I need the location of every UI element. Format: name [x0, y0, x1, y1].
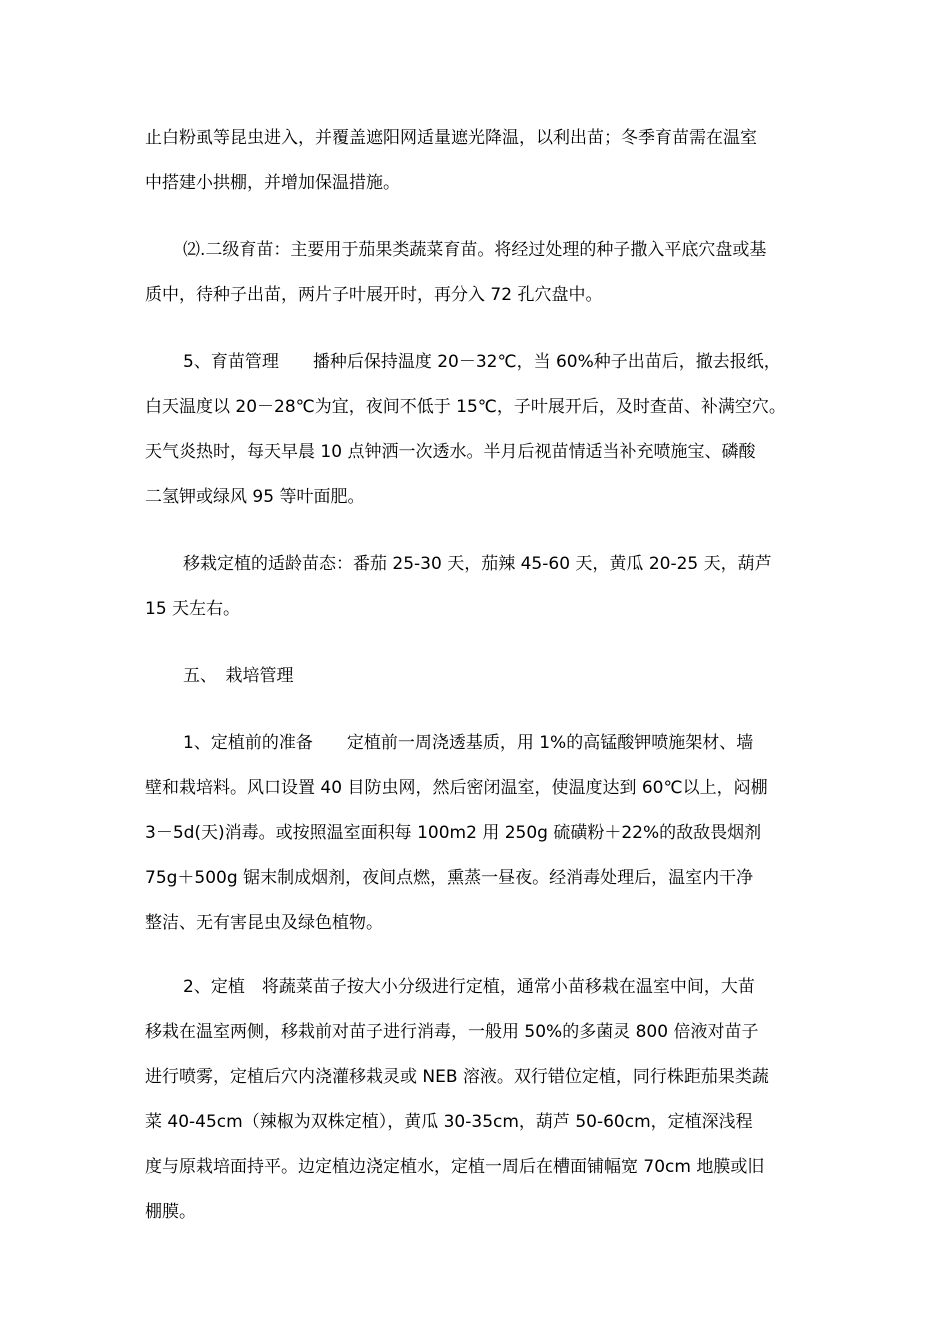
paragraph-line: 度与原栽培面持平。边定植边浇定植水，定植一周后在槽面铺幅宽 70cm 地膜或旧: [145, 1157, 765, 1177]
paragraph-line: 质中，待种子出苗，两片子叶展开时，再分入 72 孔穴盘中。: [145, 285, 603, 305]
paragraph-line: 移栽定植的适龄苗态：番茄 25-30 天，茄辣 45-60 天，黄瓜 20-25 天，葫芦: [183, 554, 772, 574]
paragraph-line: 中搭建小拱棚，并增加保温措施。: [145, 173, 400, 193]
paragraph-line: ⑵.二级育苗：主要用于茄果类蔬菜育苗。将经过处理的种子撒入平底穴盘或基: [183, 240, 767, 260]
section-heading: 五、 栽培管理: [183, 666, 294, 686]
paragraph-line: 75g＋500g 锯末制成烟剂，夜间点燃，熏蒸一昼夜。经消毒处理后，温室内干净: [145, 868, 754, 888]
paragraph-line: 移栽在温室两侧，移栽前对苗子进行消毒，一般用 50%的多菌灵 800 倍液对苗子: [145, 1022, 759, 1042]
paragraph-line: 2、定植 将蔬菜苗子按大小分级进行定植，通常小苗移栽在温室中间，大苗: [183, 977, 755, 997]
paragraph-line: 15 天左右。: [145, 599, 241, 619]
paragraph-line: 3－5d(天)消毒。或按照温室面积每 100m2 用 250g 硫磺粉＋22%的敌敌畏烟剂: [145, 823, 762, 843]
paragraph-line: 白天温度以 20－28℃为宜，夜间不低于 15℃，子叶展开后，及时查苗、补满空穴。: [145, 397, 786, 417]
paragraph-line: 进行喷雾，定植后穴内浇灌移栽灵或 NEB 溶液。双行错位定植，同行株距茄果类蔬: [145, 1067, 769, 1087]
paragraph-line: 棚膜。: [145, 1202, 196, 1222]
paragraph-line: 菜 40-45cm（辣椒为双株定植），黄瓜 30-35cm，葫芦 50-60cm，定植深浅程: [145, 1112, 753, 1132]
paragraph-line: 天气炎热时，每天早晨 10 点钟洒一次透水。半月后视苗情适当补充喷施宝、磷酸: [145, 442, 756, 462]
paragraph-line: 壁和栽培料。风口设置 40 目防虫网，然后密闭温室，使温度达到 60℃以上，闷棚: [145, 778, 768, 798]
paragraph-line: 二氢钾或绿风 95 等叶面肥。: [145, 487, 365, 507]
paragraph-line: 5、育苗管理 播种后保持温度 20－32℃，当 60%种子出苗后，撤去报纸，: [183, 352, 781, 372]
paragraph-line: 1、定植前的准备 定植前一周浇透基质，用 1%的高锰酸钾喷施架材、墙: [183, 733, 754, 753]
paragraph-line: 止白粉虱等昆虫进入，并覆盖遮阳网适量遮光降温，以利出苗；冬季育苗需在温室: [145, 128, 757, 148]
paragraph-line: 整洁、无有害昆虫及绿色植物。: [145, 913, 383, 933]
